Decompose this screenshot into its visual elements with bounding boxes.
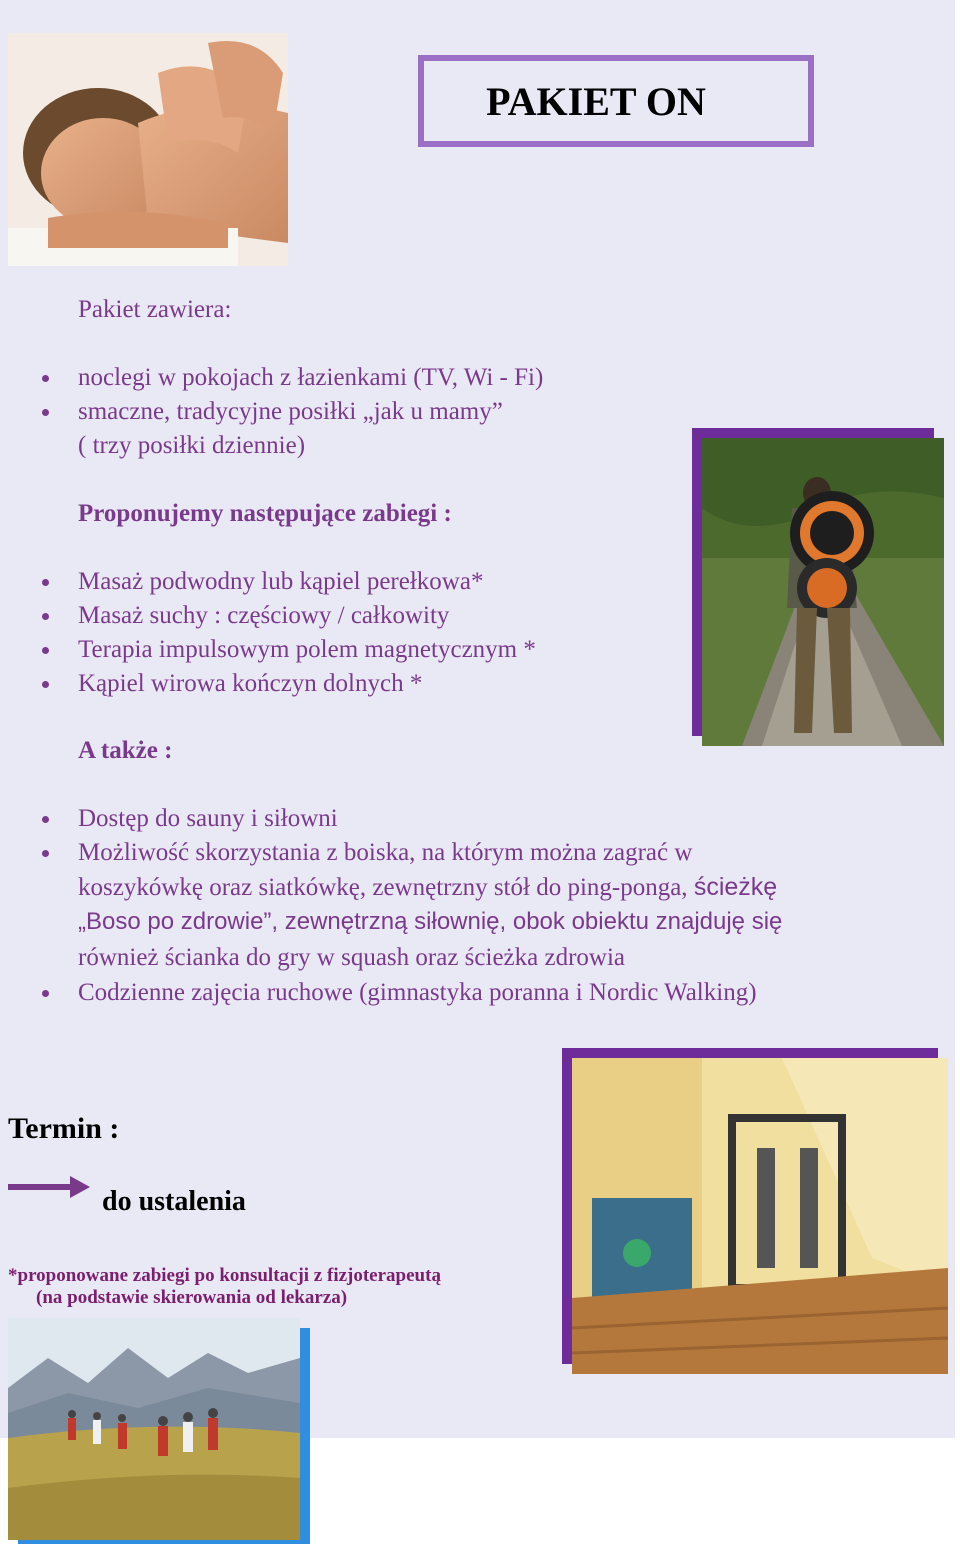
also-item2-line4: również ścianka do gry w squash oraz ścieżka zdrowia [78, 944, 626, 971]
footnote-line1: *proponowane zabiegi po konsultacji z fizjoterapeutą [8, 1265, 441, 1286]
also-item2-line3b: obok obiektu znajduję się [512, 908, 783, 935]
list-item: Możliwość skorzystania z boiska, na którym można zagrać w [42, 836, 692, 870]
list-item: Terapia impulsowym polem magnetycznym * [42, 633, 536, 667]
list-item: Kąpiel wirowa kończyn dolnych * [42, 667, 536, 701]
page-title: PAKIET ON [486, 78, 706, 124]
also-item2-line3 [78, 905, 782, 939]
massage-photo [8, 33, 288, 266]
list-item: Codzienne zajęcia ruchowe (gimnastyka poranna i Nordic Walking) [42, 976, 757, 1010]
treatments-heading: Proponujemy następujące zabiegi : [78, 500, 452, 527]
also-list-2 [42, 976, 757, 1010]
hiker-photo [702, 438, 944, 746]
arrow-right-icon [8, 1176, 90, 1198]
also-item2-line2a: koszykówkę oraz siatkówkę, zewnętrzny stół do ping-ponga, [78, 874, 694, 901]
also-item2-line3a: „Boso po zdrowie”, zewnętrzną siłownię, [78, 908, 513, 935]
also-heading: A także : [78, 737, 173, 764]
list-item: Dostęp do sauny i siłowni [42, 802, 692, 836]
footnote-line2: (na podstawie skierowania od lekarza) [36, 1287, 348, 1308]
also-item2-line2b: ścieżkę [693, 873, 778, 901]
treatments-list [42, 565, 536, 701]
included-list [42, 361, 543, 429]
list-item: Masaż suchy : częściowy / całkowity [42, 599, 536, 633]
termin-label: Termin : [8, 1112, 120, 1145]
list-item: smaczne, tradycyjne posiłki „jak u mamy” [42, 395, 543, 429]
mountain-hikers-photo [8, 1318, 300, 1540]
title-box [418, 55, 814, 147]
list-item: Masaż podwodny lub kąpiel perełkowa* [42, 565, 536, 599]
also-list [42, 802, 692, 870]
termin-value: do ustalenia [102, 1186, 246, 1217]
also-item2-line2 [78, 870, 777, 905]
list-item: noclegi w pokojach z łazienkami (TV, Wi - Fi) [42, 361, 543, 395]
gym-photo [572, 1058, 948, 1374]
intro-text: Pakiet zawiera: [78, 296, 232, 323]
included-note: ( trzy posiłki dziennie) [78, 432, 306, 459]
